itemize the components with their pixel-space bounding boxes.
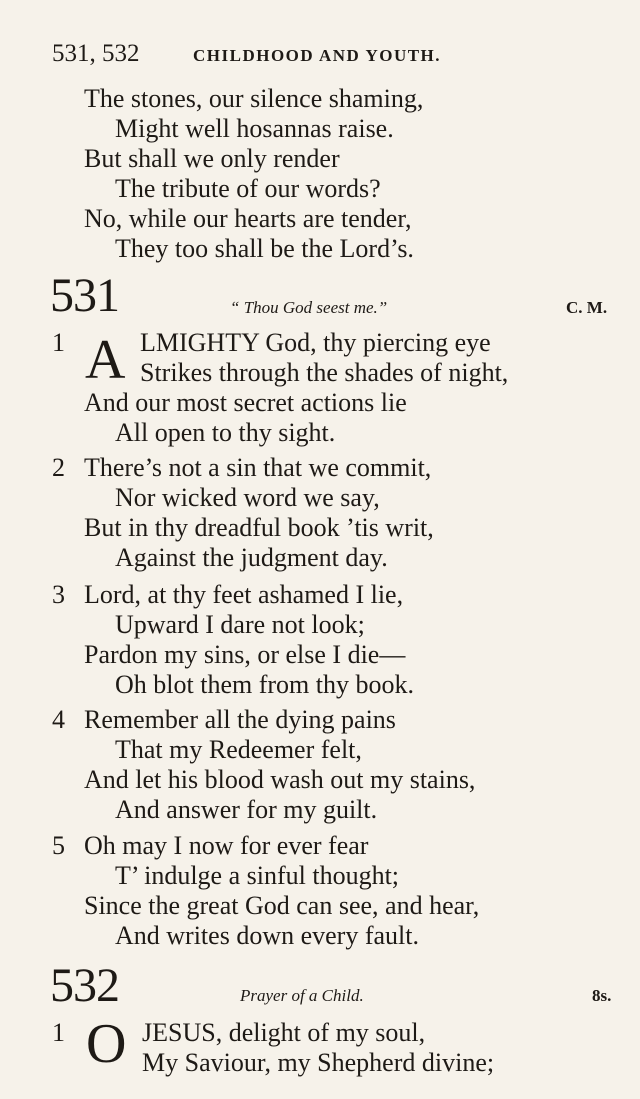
verse-number: 1 — [52, 1018, 65, 1047]
hymn-line: LMIGHTY God, thy piercing eye — [140, 328, 491, 357]
hymn-line: Might well hosannas raise. — [115, 114, 394, 143]
verse-number: 3 — [52, 580, 65, 609]
hymn-number: 532 — [50, 959, 119, 1012]
hymn-meter: C. M. — [566, 298, 608, 317]
hymn-line: T’ indulge a sinful thought; — [115, 861, 400, 890]
hymn-line: And answer for my guilt. — [115, 795, 378, 824]
hymn-line: Lord, at thy feet ashamed I lie, — [84, 580, 404, 609]
hymn-line: Pardon my sins, or else I die— — [84, 640, 406, 669]
hymn-line: Oh blot them from thy book. — [115, 670, 414, 699]
hymn-line: There’s not a sin that we commit, — [84, 453, 432, 482]
hymn-line: Nor wicked word we say, — [115, 483, 380, 512]
hymn-title: “ Thou God seest me.” — [230, 298, 388, 317]
verse-number: 5 — [52, 831, 65, 860]
hymn-line: My Saviour, my Shepherd divine; — [142, 1048, 495, 1077]
hymn-number: 531 — [50, 269, 119, 322]
hymn-line: And let his blood wash out my stains, — [84, 765, 476, 794]
hymn-line: Upward I dare not look; — [115, 610, 365, 639]
hymn-line: Strikes through the shades of night, — [140, 358, 509, 387]
verse-number: 4 — [52, 705, 65, 734]
page-number: 531, 532 — [52, 40, 140, 67]
hymn-title: Prayer of a Child. — [240, 986, 364, 1005]
hymn-line: The stones, our silence shaming, — [84, 84, 424, 113]
hymn-line: And our most secret actions lie — [84, 388, 407, 417]
verse-number: 2 — [52, 453, 65, 482]
verse-number: 1 — [52, 328, 65, 357]
hymn-line: Since the great God can see, and hear, — [84, 891, 480, 920]
hymn-line: But in thy dreadful book ’tis writ, — [84, 513, 434, 542]
hymn-line: And writes down every fault. — [115, 921, 419, 950]
hymn-line: The tribute of our words? — [115, 174, 381, 203]
drop-cap: O — [86, 1013, 127, 1075]
drop-cap: A — [85, 329, 126, 391]
hymn-line: That my Redeemer felt, — [115, 735, 362, 764]
hymn-line: But shall we only render — [84, 144, 340, 173]
hymn-line: JESUS, delight of my soul, — [142, 1018, 426, 1047]
hymn-line: Against the judgment day. — [115, 543, 388, 572]
hymn-line: No, while our hearts are tender, — [84, 204, 412, 233]
hymn-line: All open to thy sight. — [115, 418, 336, 447]
running-header-title: CHILDHOOD AND YOUTH. — [193, 46, 442, 65]
hymn-meter: 8s. — [592, 986, 612, 1005]
hymn-line: They too shall be the Lord’s. — [115, 234, 414, 263]
hymn-line: Oh may I now for ever fear — [84, 831, 369, 860]
hymn-line: Remember all the dying pains — [84, 705, 396, 734]
